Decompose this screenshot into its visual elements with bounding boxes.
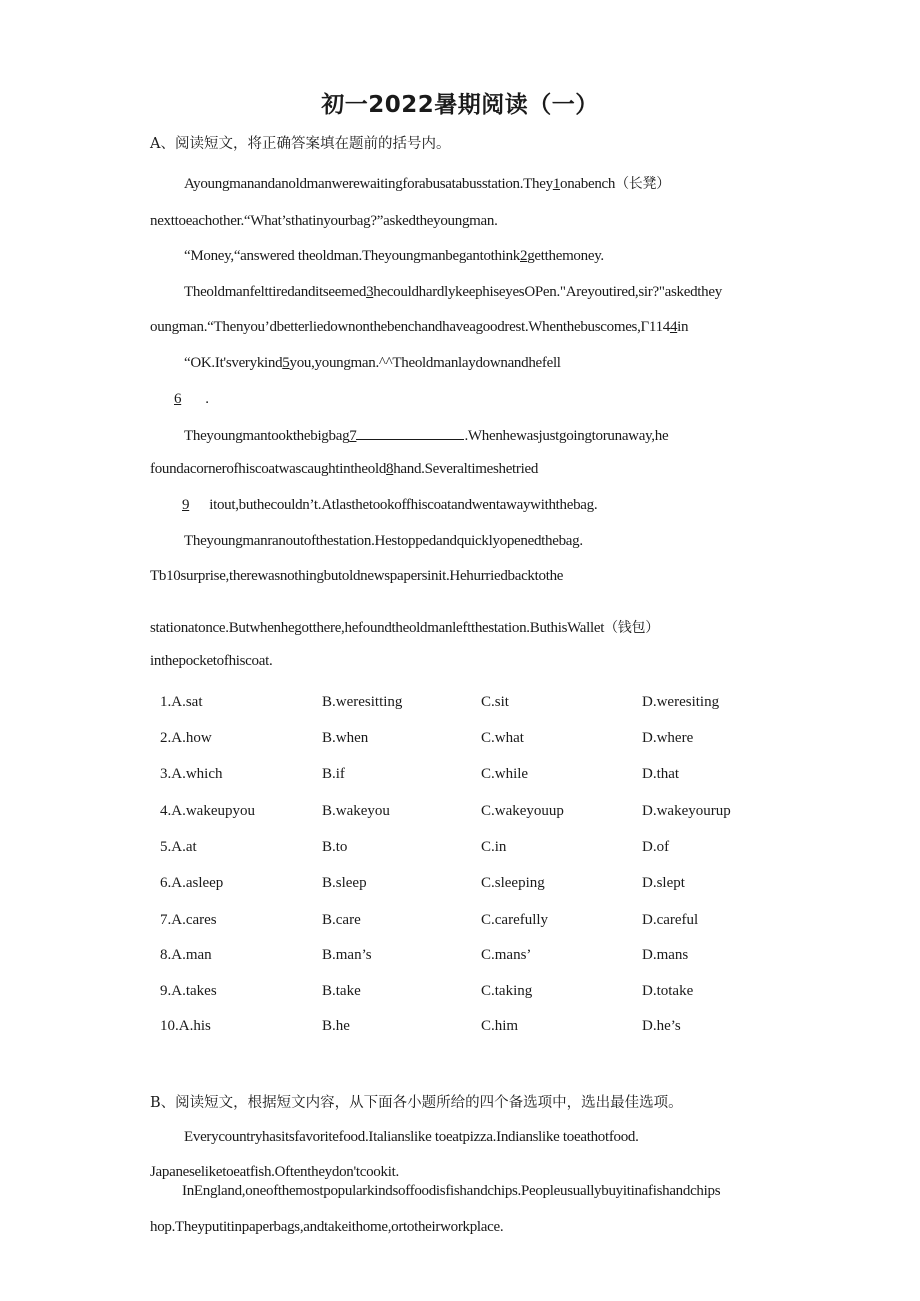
blank-7: 7 — [349, 428, 357, 444]
passage-a-line-10: 9 itout,buthecouldn’t.Atlasthetookoffhiscoatandwentawaywiththebag. — [182, 497, 598, 513]
passage-a-line-11: Theyoungmanranoutofthestation.Hestoppedandquicklyopenedthebag. — [184, 533, 583, 549]
option-2-a: 2.A.how — [160, 730, 212, 746]
option-3-a: 3.A.which — [160, 766, 223, 782]
option-7-b: B.care — [322, 912, 361, 928]
option-10-c: C.him — [481, 1018, 519, 1034]
option-8-a: 8.A.man — [160, 947, 212, 963]
blank-5: 5 — [282, 355, 290, 371]
blank-4: 4 — [669, 319, 678, 335]
option-8-d: D.mans — [642, 947, 689, 963]
passage-a-line-8: Theyoungmantookthebigbag7 .Whenhewasjustgoingtorunaway,he — [184, 428, 669, 444]
option-1-b: B.weresitting — [322, 694, 403, 710]
option-3-c: C.while — [481, 766, 529, 782]
option-1-c: C.sit — [481, 694, 509, 710]
passage-a-line-1: Ayoungmanandanoldmanwerewaitingforabusatabusstation.They1onabench（长凳） — [184, 176, 670, 192]
blank-2: 2 — [520, 248, 528, 264]
passage-a-line-9: foundacornerofhiscoatwascaughtintheold8hand.Severaltimeshetried — [150, 461, 539, 477]
option-6-a: 6.A.asleep — [160, 875, 224, 891]
option-2-d: D.where — [642, 730, 694, 746]
option-8-c: C.mans’ — [481, 947, 532, 963]
blank-1: 1 — [552, 176, 561, 192]
passage-b-line-4: hop.Theyputitinpaperbags,andtakeithome,ortotheirworkplace. — [150, 1219, 504, 1235]
passage-a-line-6: “OK.It'sverykind5you,youngman.^^Theoldmanlaydownandhefell — [184, 355, 561, 371]
option-9-b: B.take — [322, 983, 361, 999]
option-2-c: C.what — [481, 730, 524, 746]
blank-6: 6 — [174, 391, 182, 407]
option-1-d: D.weresiting — [642, 694, 720, 710]
passage-a-line-2: nexttoeachother.“What’sthatinyourbag?”askedtheyoungman. — [150, 213, 498, 229]
passage-a-line-3: “Money,“answered theoldman.Theyoungmanbegantothink2getthemoney. — [184, 248, 604, 264]
option-5-b: B.to — [322, 839, 348, 855]
option-7-c: C.carefully — [481, 912, 549, 928]
passage-a-line-4: Theoldmanfelttiredanditseemed3hecouldhardlykeephiseyesOPen."Areyoutired,sir?"askedthey — [184, 284, 722, 300]
passage-a-line-7: 6 . — [174, 391, 209, 407]
blank-7-line — [356, 426, 464, 440]
option-6-d: D.slept — [642, 875, 685, 891]
option-9-c: C.taking — [481, 983, 533, 999]
option-3-b: B.if — [322, 766, 345, 782]
option-7-a: 7.A.cares — [160, 912, 217, 928]
passage-a-line-5: oungman.“Thenyou’dbetterliedownonthebenchandhaveagoodrest.Whenthebuscomes,Γ1144in — [150, 319, 689, 335]
option-8-b: B.man’s — [322, 947, 372, 963]
option-6-c: C.sleeping — [481, 875, 545, 891]
option-9-d: D.totake — [642, 983, 694, 999]
option-5-d: D.of — [642, 839, 670, 855]
section-a-instruction: A、阅读短文，将正确答案填在题前的括号内。 — [150, 136, 451, 152]
page-title: 初一2022暑期阅读（一） — [321, 92, 599, 118]
passage-a-line-13: stationatonce.Butwhenhegotthere,hefoundtheoldmanleftthestation.ButhisWallet（钱包） — [150, 620, 659, 636]
option-5-a: 5.A.at — [160, 839, 197, 855]
blank-8: 8 — [386, 461, 394, 477]
passage-a-line-14: inthepocketofhiscoat. — [150, 653, 273, 669]
option-2-b: B.when — [322, 730, 369, 746]
option-4-c: C.wakeyouup — [481, 803, 564, 819]
option-1-a: 1.A.sat — [160, 694, 203, 710]
option-10-a: 10.A.his — [160, 1018, 211, 1034]
option-5-c: C.in — [481, 839, 507, 855]
option-6-b: B.sleep — [322, 875, 367, 891]
blank-9: 9 — [182, 497, 190, 513]
passage-b-line-2: Japaneseliketoeatfish.Oftentheydon'tcookit. — [150, 1164, 399, 1180]
option-9-a: 9.A.takes — [160, 983, 217, 999]
blank-3: 3 — [366, 284, 374, 300]
option-10-b: B.he — [322, 1018, 350, 1034]
passage-a-line-12: Tb10surprise,therewasnothingbutoldnewspapersinit.Hehurriedbacktothe — [150, 568, 564, 584]
option-4-a: 4.A.wakeupyou — [160, 803, 255, 819]
option-10-d: D.he’s — [642, 1018, 681, 1034]
option-3-d: D.that — [642, 766, 680, 782]
option-7-d: D.careful — [642, 912, 699, 928]
option-4-d: D.wakeyourup — [642, 803, 731, 819]
option-4-b: B.wakeyou — [322, 803, 390, 819]
section-b-instruction: B、阅读短文，根据短文内容，从下面各小题所给的四个备选项中，选出最佳选项。 — [150, 1095, 683, 1111]
passage-b-line-1: Everycountryhasitsfavoritefood.Italianslike toeatpizza.Indianslike toeathotfood. — [184, 1129, 639, 1145]
passage-b-line-3: InEngland,oneofthemostpopularkindsoffoodisfishandchips.Peopleusuallybuyitinafishandchips — [182, 1183, 721, 1199]
